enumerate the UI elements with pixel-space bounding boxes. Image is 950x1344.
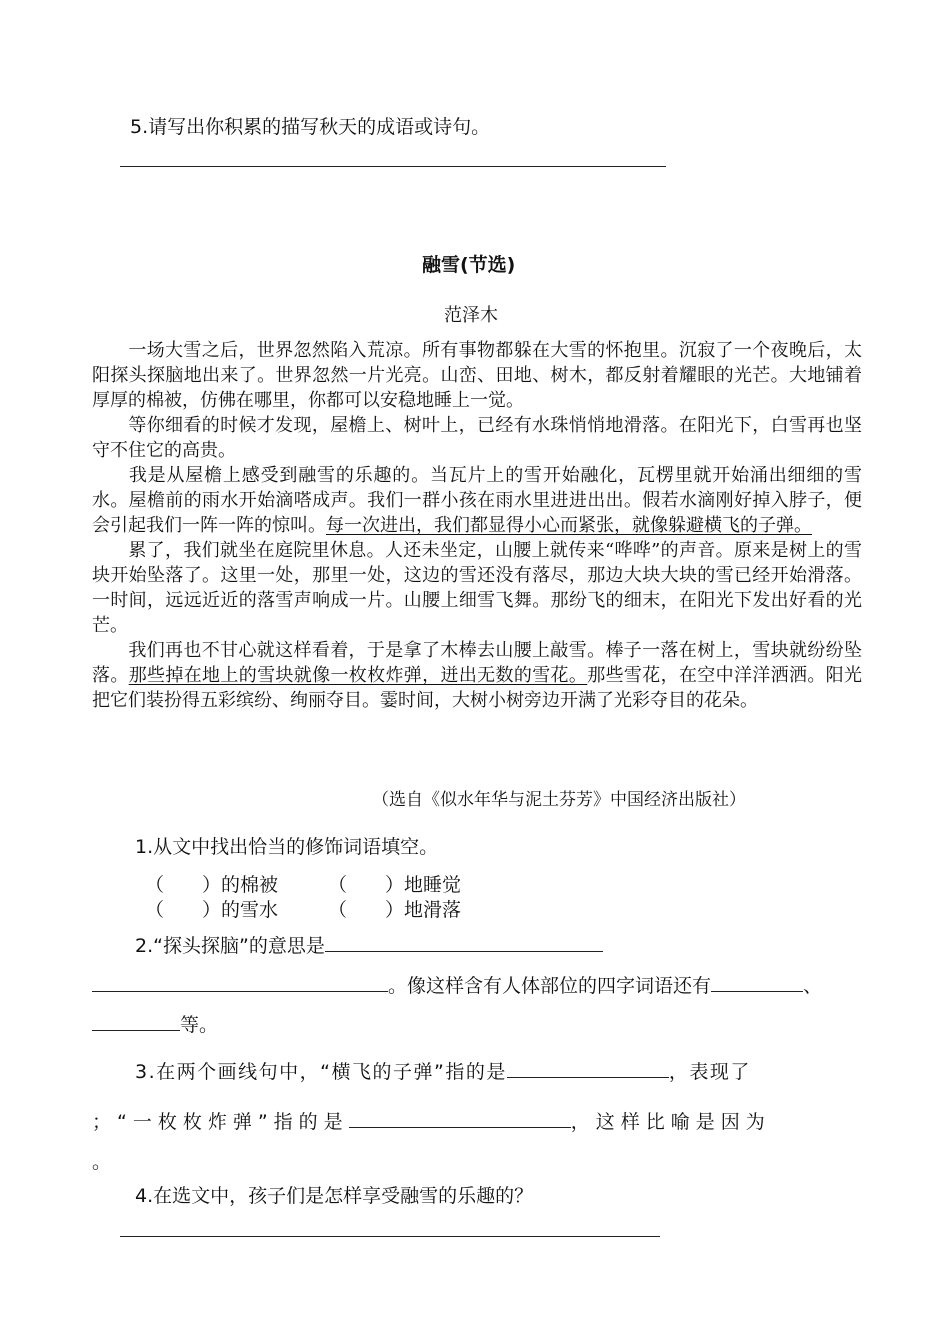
q3-blank-1[interactable]	[507, 1059, 669, 1078]
question-2-line-2: 。像这样含有人体部位的四字词语还有 、	[92, 971, 822, 998]
q2-idiom-blank-2[interactable]	[92, 1012, 180, 1031]
paragraph-1: 一场大雪之后，世界忽然陷入荒凉。所有事物都躲在大雪的怀抱里。沉寂了一个夜晚后，太阳探头探脑地出来了。世界忽然一片光亮。山峦、田地、树木，都反射着耀眼的光芒。大地铺着厚厚的棉被，仿佛在哪里，你都可以安稳地睡上一觉。	[92, 340, 862, 411]
q1-blank-1[interactable]: （ ）的棉被	[145, 874, 279, 896]
question-2-line-3: 等。	[92, 1010, 218, 1037]
q2-meaning-blank[interactable]	[325, 933, 603, 952]
question-3: 3.在两个画线句中，“横飞的子弹”指的是 ，表现了	[135, 1061, 751, 1083]
q1-blank-4[interactable]: （ ）地滑落	[328, 899, 462, 921]
question-1: 1.从文中找出恰当的修饰词语填空。	[135, 836, 439, 858]
paragraph-5: 我们再也不甘心就这样看着，于是拿了木棒去山腰上敲雪。棒子一落在树上，雪块就纷纷坠落。那些掉在地上的雪块就像一枚枚炸弹，迸出无数的雪花。那些雪花，在空中洋洋洒洒。阳光把它们装扮得五彩缤纷、绚丽夺目。霎时间，大树小树旁边开满了光彩夺目的花朵。	[92, 640, 863, 711]
paragraph-4: 累了，我们就坐在庭院里休息。人还未坐定，山腰上就传来“哗哗”的声音。原来是树上的雪块开始坠落了。这里一处，那里一处，这边的雪还没有落尽，那边大块大块的雪已经开始滑落。一时间，远远近近的落雪声响成一片。山腰上细雪飞舞。那纷飞的细末，在阳光下发出好看的光芒。	[92, 540, 862, 636]
article-title: 融雪(节选)	[422, 254, 516, 276]
article-author: 范泽木	[444, 305, 498, 326]
article-body	[92, 338, 862, 713]
paragraph-2: 等你细看的时候才发现，屋檐上、树叶上，已经有水珠悄悄地滑落。在阳光下，白雪再也坚守不住它的高贵。	[92, 415, 862, 461]
question-4: 4.在选文中，孩子们是怎样享受融雪的乐趣的？	[135, 1185, 534, 1207]
question-2: 2.“探头探脑”的意思是	[135, 931, 603, 958]
underlined-sentence-1: 每一次进出，我们都显得小心而紧张，就像躲避横飞的子弹。	[326, 515, 812, 536]
question-5-prev: 5.请写出你积累的描写秋天的成语或诗句。	[130, 116, 491, 138]
question-3-end: 。	[92, 1151, 112, 1173]
source-citation: （选自《似水年华与泥土芬芳》中国经济出版社）	[372, 790, 746, 810]
q1-blank-2[interactable]: （ ）地睡觉	[328, 874, 462, 896]
q3-blank-2[interactable]	[349, 1109, 571, 1128]
underlined-sentence-2: 那些掉在地上的雪块就像一枚枚炸弹，迸出无数的雪花。	[128, 665, 588, 686]
answer-line-q5[interactable]	[120, 166, 666, 167]
paragraph-3: 我是从屋檐上感受到融雪的乐趣的。当瓦片上的雪开始融化，瓦楞里就开始涌出细细的雪水。屋檐前的雨水开始滴嗒成声。我们一群小孩在雨水里进进出出。假若水滴刚好掉入脖子，便会引起我们一阵一阵的惊叫。每一次进出，我们都显得小心而紧张，就像躲避横飞的子弹。	[92, 465, 862, 536]
q2-meaning-blank-cont[interactable]	[92, 973, 388, 992]
question-3-line-2: ；“一枚枚炸弹”指的是 ，这样比喻是因为	[92, 1111, 771, 1133]
q2-idiom-blank-1[interactable]	[711, 973, 803, 992]
answer-line-q4[interactable]	[120, 1236, 660, 1237]
q1-blank-3[interactable]: （ ）的雪水	[145, 899, 279, 921]
